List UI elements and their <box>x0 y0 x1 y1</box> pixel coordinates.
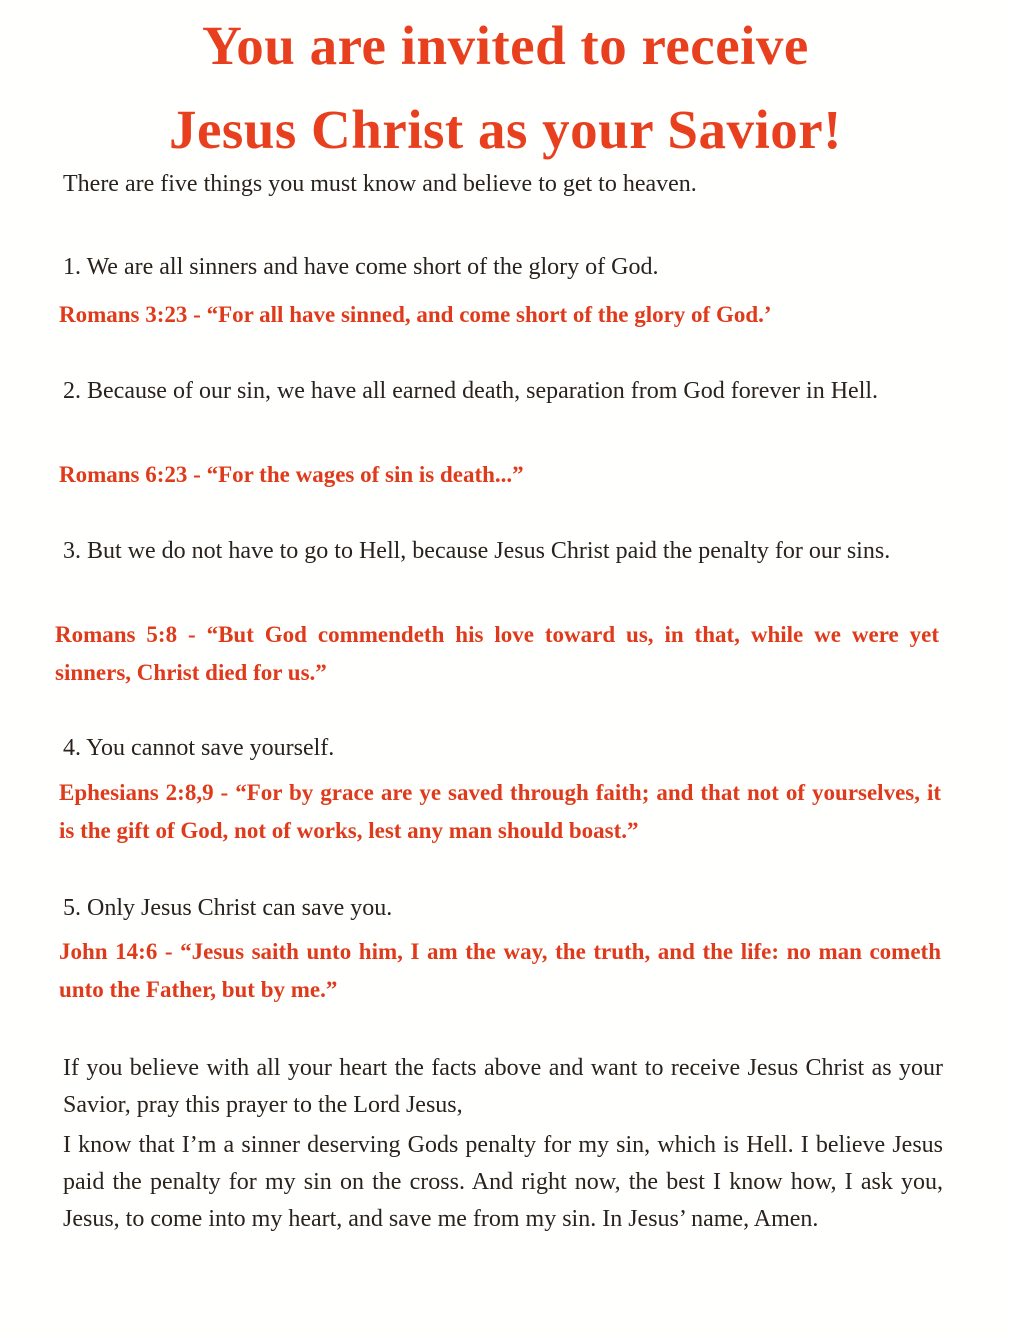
point-5-verse: John 14:6 - “Jesus saith unto him, I am the way, the truth, and the life: no man cometh unto the Father, but by me.” <box>59 939 941 1002</box>
point-3-statement: 3. But we do not have to go to Hell, because Jesus Christ paid the penalty for our sins. <box>63 538 891 564</box>
closing-prayer: I know that I’m a sinner deserving Gods penalty for my sin, which is Hell. I believe Jesus paid the penalty for my sin on the cross. And right now, the best I know how, I ask you, Jesus, to come into my heart, and save me from my sin. In Jesus’ name, Amen. <box>63 1132 943 1232</box>
point-2-verse: Romans 6:23 - “For the wages of sin is death...” <box>59 462 524 487</box>
point-3-verse: Romans 5:8 - “But God commendeth his love toward us, in that, while we were yet sinners, Christ died for us.” <box>55 622 939 685</box>
point-1-verse: Romans 3:23 - “For all have sinned, and come short of the glory of God.’ <box>59 302 772 327</box>
point-4-verse: Ephesians 2:8,9 - “For by grace are ye saved through faith; and that not of yourselves, it is the gift of God, not of works, lest any man should boast.” <box>59 780 941 843</box>
heading-line-2: Jesus Christ as your Savior! <box>168 99 843 160</box>
intro-text: There are five things you must know and believe to get to heaven. <box>63 171 697 197</box>
closing-invitation: If you believe with all your heart the facts above and want to receive Jesus Christ as your Savior, pray this prayer to the Lord Jesus, <box>63 1055 943 1118</box>
heading-line-1: You are invited to receive <box>202 15 809 76</box>
point-4-statement: 4. You cannot save yourself. <box>63 735 335 761</box>
point-1-statement: 1. We are all sinners and have come short of the glory of God. <box>63 254 659 280</box>
point-5-statement: 5. Only Jesus Christ can save you. <box>63 895 393 921</box>
point-2-statement: 2. Because of our sin, we have all earned death, separation from God forever in Hell. <box>63 378 879 404</box>
